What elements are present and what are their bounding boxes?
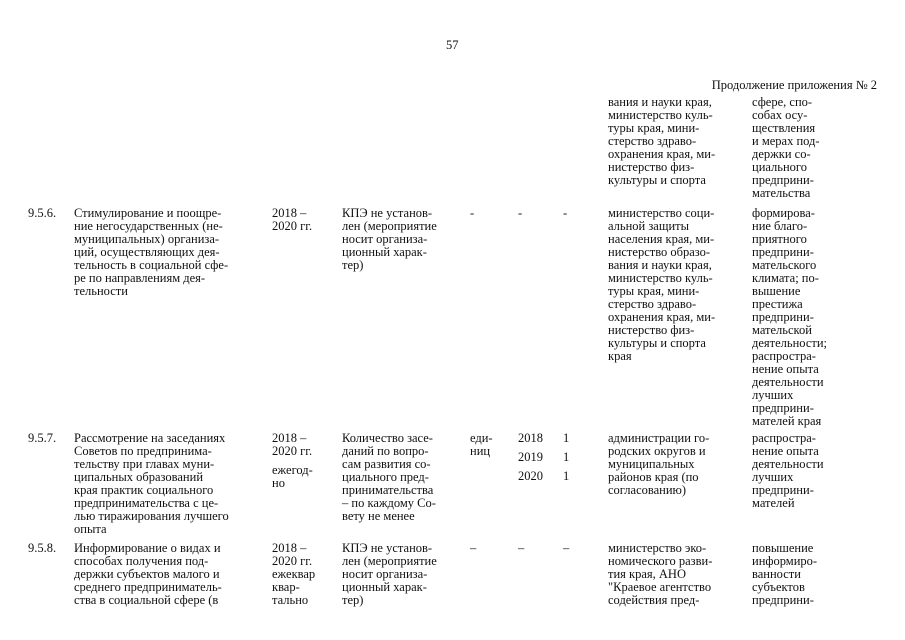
value: 1 xyxy=(563,450,570,464)
top-fragment-result: сфере, спо- собах осу- ществления и мерах под- держки со- циального предприни- мательства xyxy=(752,95,820,200)
value: - xyxy=(563,206,568,220)
expected-result: формирова- ние благо- приятного предприни- мательского климата; по- вышение престижа предприни- мательской деятельности; распростра- нение опыта деятельности лучших предприни- мателей края xyxy=(752,206,828,428)
executors: администрации го- родских округов и муниципальных районов края (по согласованию) xyxy=(608,431,710,497)
executors: министерство соци- альной защиты населения края, ми- нистерство образо- вания и науки края, министерство куль- туры края, мини- стерство здраво- охранения края, ми- нистерство физ- культуры и спорта края xyxy=(608,206,716,363)
year: - xyxy=(518,206,523,220)
year: 2018 xyxy=(518,431,543,445)
activity-name: Рассмотрение на заседаниях Советов по предпринима- тельству при главах муни- ципальных образований края практик социального предпринимательства с це- лью тиражирования лучшего опыта xyxy=(74,431,229,536)
row-number: 9.5.7. xyxy=(28,431,57,445)
value: – xyxy=(563,541,570,555)
period: 2018 – 2020 гг. xyxy=(272,431,313,458)
year: – xyxy=(518,541,525,555)
indicator: КПЭ не установ- лен (мероприятие носит организа- ционный харак- тер) xyxy=(342,206,437,272)
row-number: 9.5.6. xyxy=(28,206,57,220)
top-fragment-executors: вания и науки края, министерство куль- туры края, мини- стерство здраво- охранения края, ми- нистерство физ- культуры и спорта xyxy=(608,95,716,187)
period-frequency: ежеквар квар- тально xyxy=(272,567,316,607)
expected-result: распростра- нение опыта деятельности лучших предприни- мателей xyxy=(752,431,824,510)
period: 2018 – 2020 гг. xyxy=(272,541,313,568)
year: 2020 xyxy=(518,469,543,483)
executors: министерство эко- номического разви- тия края, АНО "Краевое агентство содействия пред- xyxy=(608,541,713,607)
expected-result: повышение информиро- ванности субъектов предприни- xyxy=(752,541,818,607)
value: 1 xyxy=(563,469,570,483)
indicator: Количество засе- даний по вопро- сам развития со- циального пред- принимательства – по каждому Со- вету не менее xyxy=(342,431,436,523)
year: 2019 xyxy=(518,450,543,464)
row-number: 9.5.8. xyxy=(28,541,57,555)
indicator: КПЭ не установ- лен (мероприятие носит организа- ционный харак- тер) xyxy=(342,541,437,607)
activity-name: Информирование о видах и способах получения под- держки субъектов малого и среднего предприниматель- ства в социальной сфере (в xyxy=(74,541,222,607)
value: 1 xyxy=(563,431,570,445)
continuation-label: Продолжение приложения № 2 xyxy=(711,78,877,92)
activity-name: Стимулирование и поощре- ние негосударственных (не- муниципальных) организа- ций, осуществляющих дея- тельность в социальной сфе- ре по направлениям дея- тельности xyxy=(74,206,229,298)
period-frequency: ежегод- но xyxy=(272,463,313,490)
unit: - xyxy=(470,206,475,220)
page-number: 57 xyxy=(446,38,459,52)
period: 2018 – 2020 гг. xyxy=(272,206,313,233)
unit: еди- ниц xyxy=(470,431,493,458)
unit: – xyxy=(470,541,477,555)
